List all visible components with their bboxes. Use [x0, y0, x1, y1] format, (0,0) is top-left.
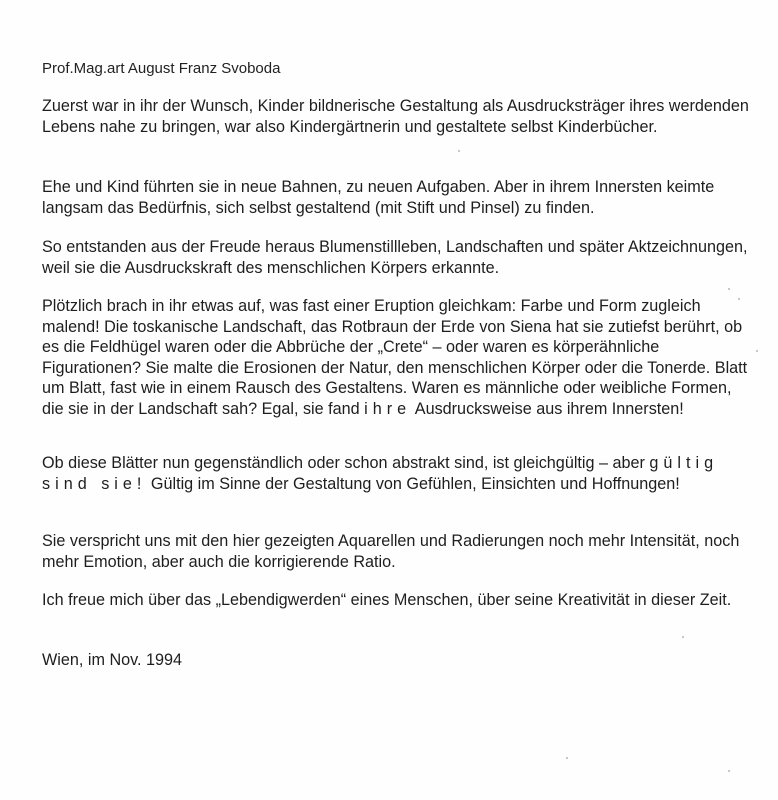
paragraph-1: Zuerst war in ihr der Wunsch, Kinder bildnerische Gestaltung als Ausdrucksträger ihres werdenden Lebens nahe zu bringen, war also Kindergärtnerin und gestaltete selbst Kinderbücher.: [42, 97, 749, 136]
paragraph-5-spaced: gültig sind sie!: [42, 454, 719, 493]
paragraph-4-spaced: ihre: [364, 399, 412, 418]
scan-speck: [566, 757, 568, 759]
scan-speck: [738, 298, 740, 300]
paragraph-4-end: Ausdrucksweise aus ihrem Innersten!: [411, 399, 684, 418]
scan-speck: [458, 150, 460, 152]
paragraph-5: [42, 453, 750, 494]
paragraph-7: Ich freue mich über das „Lebendigwerden“ eines Menschen, über seine Kreativität in dieser Zeit.: [42, 591, 732, 609]
scan-speck: [728, 288, 730, 290]
paragraph-4-text: Plötzlich brach in ihr etwas auf, was fast einer Eruption gleichkam: Farbe und Form zugleich malend! Die toskanische Landschaft, das Rotbraun der Erde von Siena hat sie zutiefst berührt, ob es die Feldhügel waren oder die Abbrüche der „Crete“ – oder waren es körperähnliche Figurationen? Sie malte die Erosionen der Natur, den menschlichen Körper oder die Tonerde. Blatt um Blatt, fast wie in einem Rausch des Gestaltens. Waren es männliche oder weibliche Formen, die sie in der Landschaft sah? Egal, sie fand: [42, 297, 748, 418]
paragraph-5-end: Gültig im Sinne der Gestaltung von Gefühlen, Einsichten und Hoffnungen!: [146, 474, 680, 493]
scan-speck: [756, 350, 758, 352]
closing-line: Wien, im Nov. 1994: [42, 651, 183, 669]
paragraph-3: So entstanden aus der Freude heraus Blumenstillleben, Landschaften und später Aktzeichnungen, weil sie die Ausdruckskraft des menschlichen Körpers erkannte.: [42, 238, 748, 277]
scan-speck: [682, 636, 684, 638]
paragraph-2: Ehe und Kind führten sie in neue Bahnen, zu neuen Aufgaben. Aber in ihrem Innersten keimte langsam das Bedürfnis, sich selbst gestaltend (mit Stift und Pinsel) zu finden.: [42, 178, 715, 217]
paragraph-6: Sie verspricht uns mit den hier gezeigten Aquarellen und Radierungen noch mehr Intensität, noch mehr Emotion, aber auch die korrigierende Ratio.: [42, 532, 740, 571]
paragraph-4: [42, 296, 750, 419]
scan-speck: [728, 770, 730, 772]
paragraph-5-text: Ob diese Blätter nun gegenständlich oder schon abstrakt sind, ist gleichgültig – aber: [42, 454, 650, 472]
author-line: Prof.Mag.art August Franz Svoboda: [42, 60, 281, 77]
